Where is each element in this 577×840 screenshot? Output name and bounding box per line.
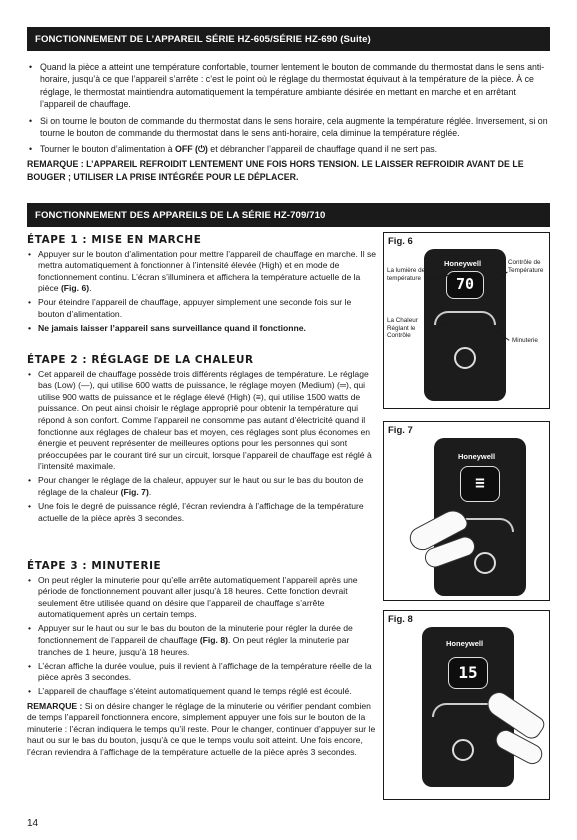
heater-illustration <box>424 249 506 401</box>
list-item: • Si on tourne le bouton de commande du thermostat dans le sens horaire, cela augmente la température réglée. Inversement, si on tourne le bouton de commande du thermostat dans le sens anti-horaire, cela diminue la température réglée. <box>27 115 550 140</box>
bullet-text: Appuyer sur le haut ou sur le bas du bouton de la minuterie pour régler la durée de fonctionnement de l’appareil de chauffage <box>38 623 353 646</box>
bullet-text: Tourner le bouton d’alimentation à <box>40 144 175 155</box>
off-label: OFF <box>174 144 193 155</box>
list-item: • L’appareil de chauffage s’éteint automatiquement quand le temps réglé est écoulé. <box>27 686 377 698</box>
bullet-text: Appuyer sur le bouton d’alimentation pour mettre l’appareil de chauffage en marche. Il se mettra automatiquement à fonctionner à l’intensité élevée (High) et en mode de fonctionnement continu. L’écran s’illuminera et affichera la température actuelle de la pièce <box>38 248 377 294</box>
remark-label: REMARQUE : <box>27 700 83 711</box>
power-symbol-icon: (⏻) <box>195 144 208 155</box>
brand-logo: Honeywell <box>446 639 484 648</box>
bullet-text: . On peut régler la minuterie par tranches de 1 heure, jusqu’à 18 heures. <box>38 635 350 657</box>
power-button-icon <box>452 739 474 761</box>
bullet-text: . <box>89 283 92 294</box>
remark-text: Si on désire changer le réglage de la minuterie ou vérifier pendant combien de temps l’appareil fonctionnera encore, simplement appuyer une fois sur le bouton de la minuterie : l’écran indiquera le temps qu’il reste. Pour le changer, continuer d’appuyer sur le haut ou sur le bas du bouton, jusqu’à ce que le temps voulu soit atteint. Une fois encore, l’écran reviendra à l’affichage de la température actuelle de la pièce après 3 secondes. <box>27 700 376 757</box>
figure-7 <box>383 421 550 601</box>
callout-chaleur: La Chaleur Réglant le Contrôle <box>387 317 418 339</box>
list-item <box>27 143 550 155</box>
list-item <box>27 475 377 498</box>
callout-controle: Contrôle de Température <box>508 259 544 274</box>
callout-lumiere: La lumière de température <box>387 267 426 282</box>
figure-reference: (Fig. 6) <box>60 283 90 294</box>
list-item: • On peut régler la minuterie pour qu’elle arrête automatiquement l’appareil après une période de fonctionnement pouvant aller jusqu’à 18 heures. Cette fonction devrait seulement être utilisée quand on désire que l’appareil de chauffage s’arrête automatiquement après un certain temps. <box>27 575 377 621</box>
list-item: • Cet appareil de chauffage possède trois différents réglages de température. Le réglage bas (Low) (—), qui utilise 600 watts de puissance, le réglage moyen (Medium) (═), qui utilise 900 watts de puissance et le réglage élevé (High) (≡), qui utilise 1500 watts de puissance. On peut ainsi choisir le réglage approprié pour obtenir la température qui répond à son confort. Comme l’appareil ne consomme pas autant d’électricité quand il fonctionne aux réglages de chaleur bas et moyen, ces réglages sont plus économes en énergie et peuvent représenter de meilleures options pour les personnes qui sont préoccupées par le courant tiré sur un circuit, lorsque l’appareil de chauffage est réglé à l’intensité maximale. <box>27 369 377 473</box>
bullet-text: et débrancher l’appareil de chauffage quand il ne sert pas. <box>207 144 438 155</box>
figure-6 <box>383 232 550 409</box>
step1-block <box>27 235 377 337</box>
list-item <box>27 249 377 295</box>
brand-logo: Honeywell <box>444 259 482 268</box>
list-item-warning: • Ne jamais laisser l’appareil sans surveillance quand il fonctionne. <box>27 323 377 335</box>
temperature-display: 70 <box>446 271 484 299</box>
section-heading-hz605-690 <box>27 27 550 51</box>
step1-title: ÉTAPE 1 : MISE EN MARCHE <box>27 234 202 246</box>
remark-timer <box>27 701 377 759</box>
figure-8 <box>383 610 550 800</box>
power-button-icon <box>474 552 496 574</box>
section-heading-text: FONCTIONNEMENT DE L’APPAREIL SÉRIE HZ-605/SÉRIE HZ-690 (Suite) <box>35 33 371 45</box>
step3-block <box>27 561 377 759</box>
section-heading-hz709-710 <box>27 203 550 227</box>
step2-title: ÉTAPE 2 : RÉGLAGE DE LA CHALEUR <box>27 354 254 366</box>
section-heading-text: FONCTIONNEMENT DES APPAREILS DE LA SÉRIE HZ-709/710 <box>35 209 326 221</box>
timer-display: 15 <box>448 657 488 689</box>
figure-label: Fig. 7 <box>388 425 413 436</box>
figure-reference: (Fig. 8) <box>199 635 228 646</box>
step3-title: ÉTAPE 3 : MINUTERIE <box>27 560 162 572</box>
heat-setting-display: ≡ <box>460 466 500 502</box>
list-item: • L’écran affiche la durée voulue, puis il revient à l’affichage de la température réelle de la pièce après 3 secondes. <box>27 661 377 684</box>
figure-label: Fig. 8 <box>388 614 413 625</box>
brand-logo: Honeywell <box>458 452 496 461</box>
figure-label: Fig. 6 <box>388 236 413 247</box>
list-item: • Une fois le degré de puissance réglé, l’écran reviendra à l’affichage de la température actuelle de la pièce après 3 secondes. <box>27 501 377 524</box>
section1-bullets <box>27 61 550 160</box>
list-item: • Pour éteindre l’appareil de chauffage, appuyer simplement une seconde fois sur le bouton d’alimentation. <box>27 297 377 320</box>
figure-reference: (Fig. 7) <box>120 487 149 498</box>
callout-minuterie: Minuterie <box>512 337 538 344</box>
page-number: 14 <box>27 818 39 829</box>
bullet-text: Pour changer le réglage de la chaleur, appuyer sur le haut ou sur le bas du bouton de réglage de la chaleur <box>38 475 364 498</box>
list-item <box>27 623 377 658</box>
list-item: • Quand la pièce a atteint une température confortable, tourner lentement le bouton de commande du thermostat dans le sens anti-horaire, jusqu’à ce que l’appareil s’arrête : c’est le point où le réglage du thermostat équivaut à la température de la pièce. À ce réglage, le thermostat maintiendra automatiquement la température ambiante désirée en mettant en marche et en arrêtant l’appareil de chauffage. <box>27 61 550 111</box>
remark-cooling: REMARQUE : L’APPAREIL REFROIDIT LENTEMENT UNE FOIS HORS TENSION. LE LAISSER REFROIDIR AVANT DE LE BOUGER ; UTILISER LA PRISE INTÉGRÉE POUR LE DÉPLACER. <box>27 159 524 182</box>
step2-block <box>27 355 377 527</box>
power-button-icon <box>454 347 476 369</box>
bullet-text: . <box>148 487 152 498</box>
